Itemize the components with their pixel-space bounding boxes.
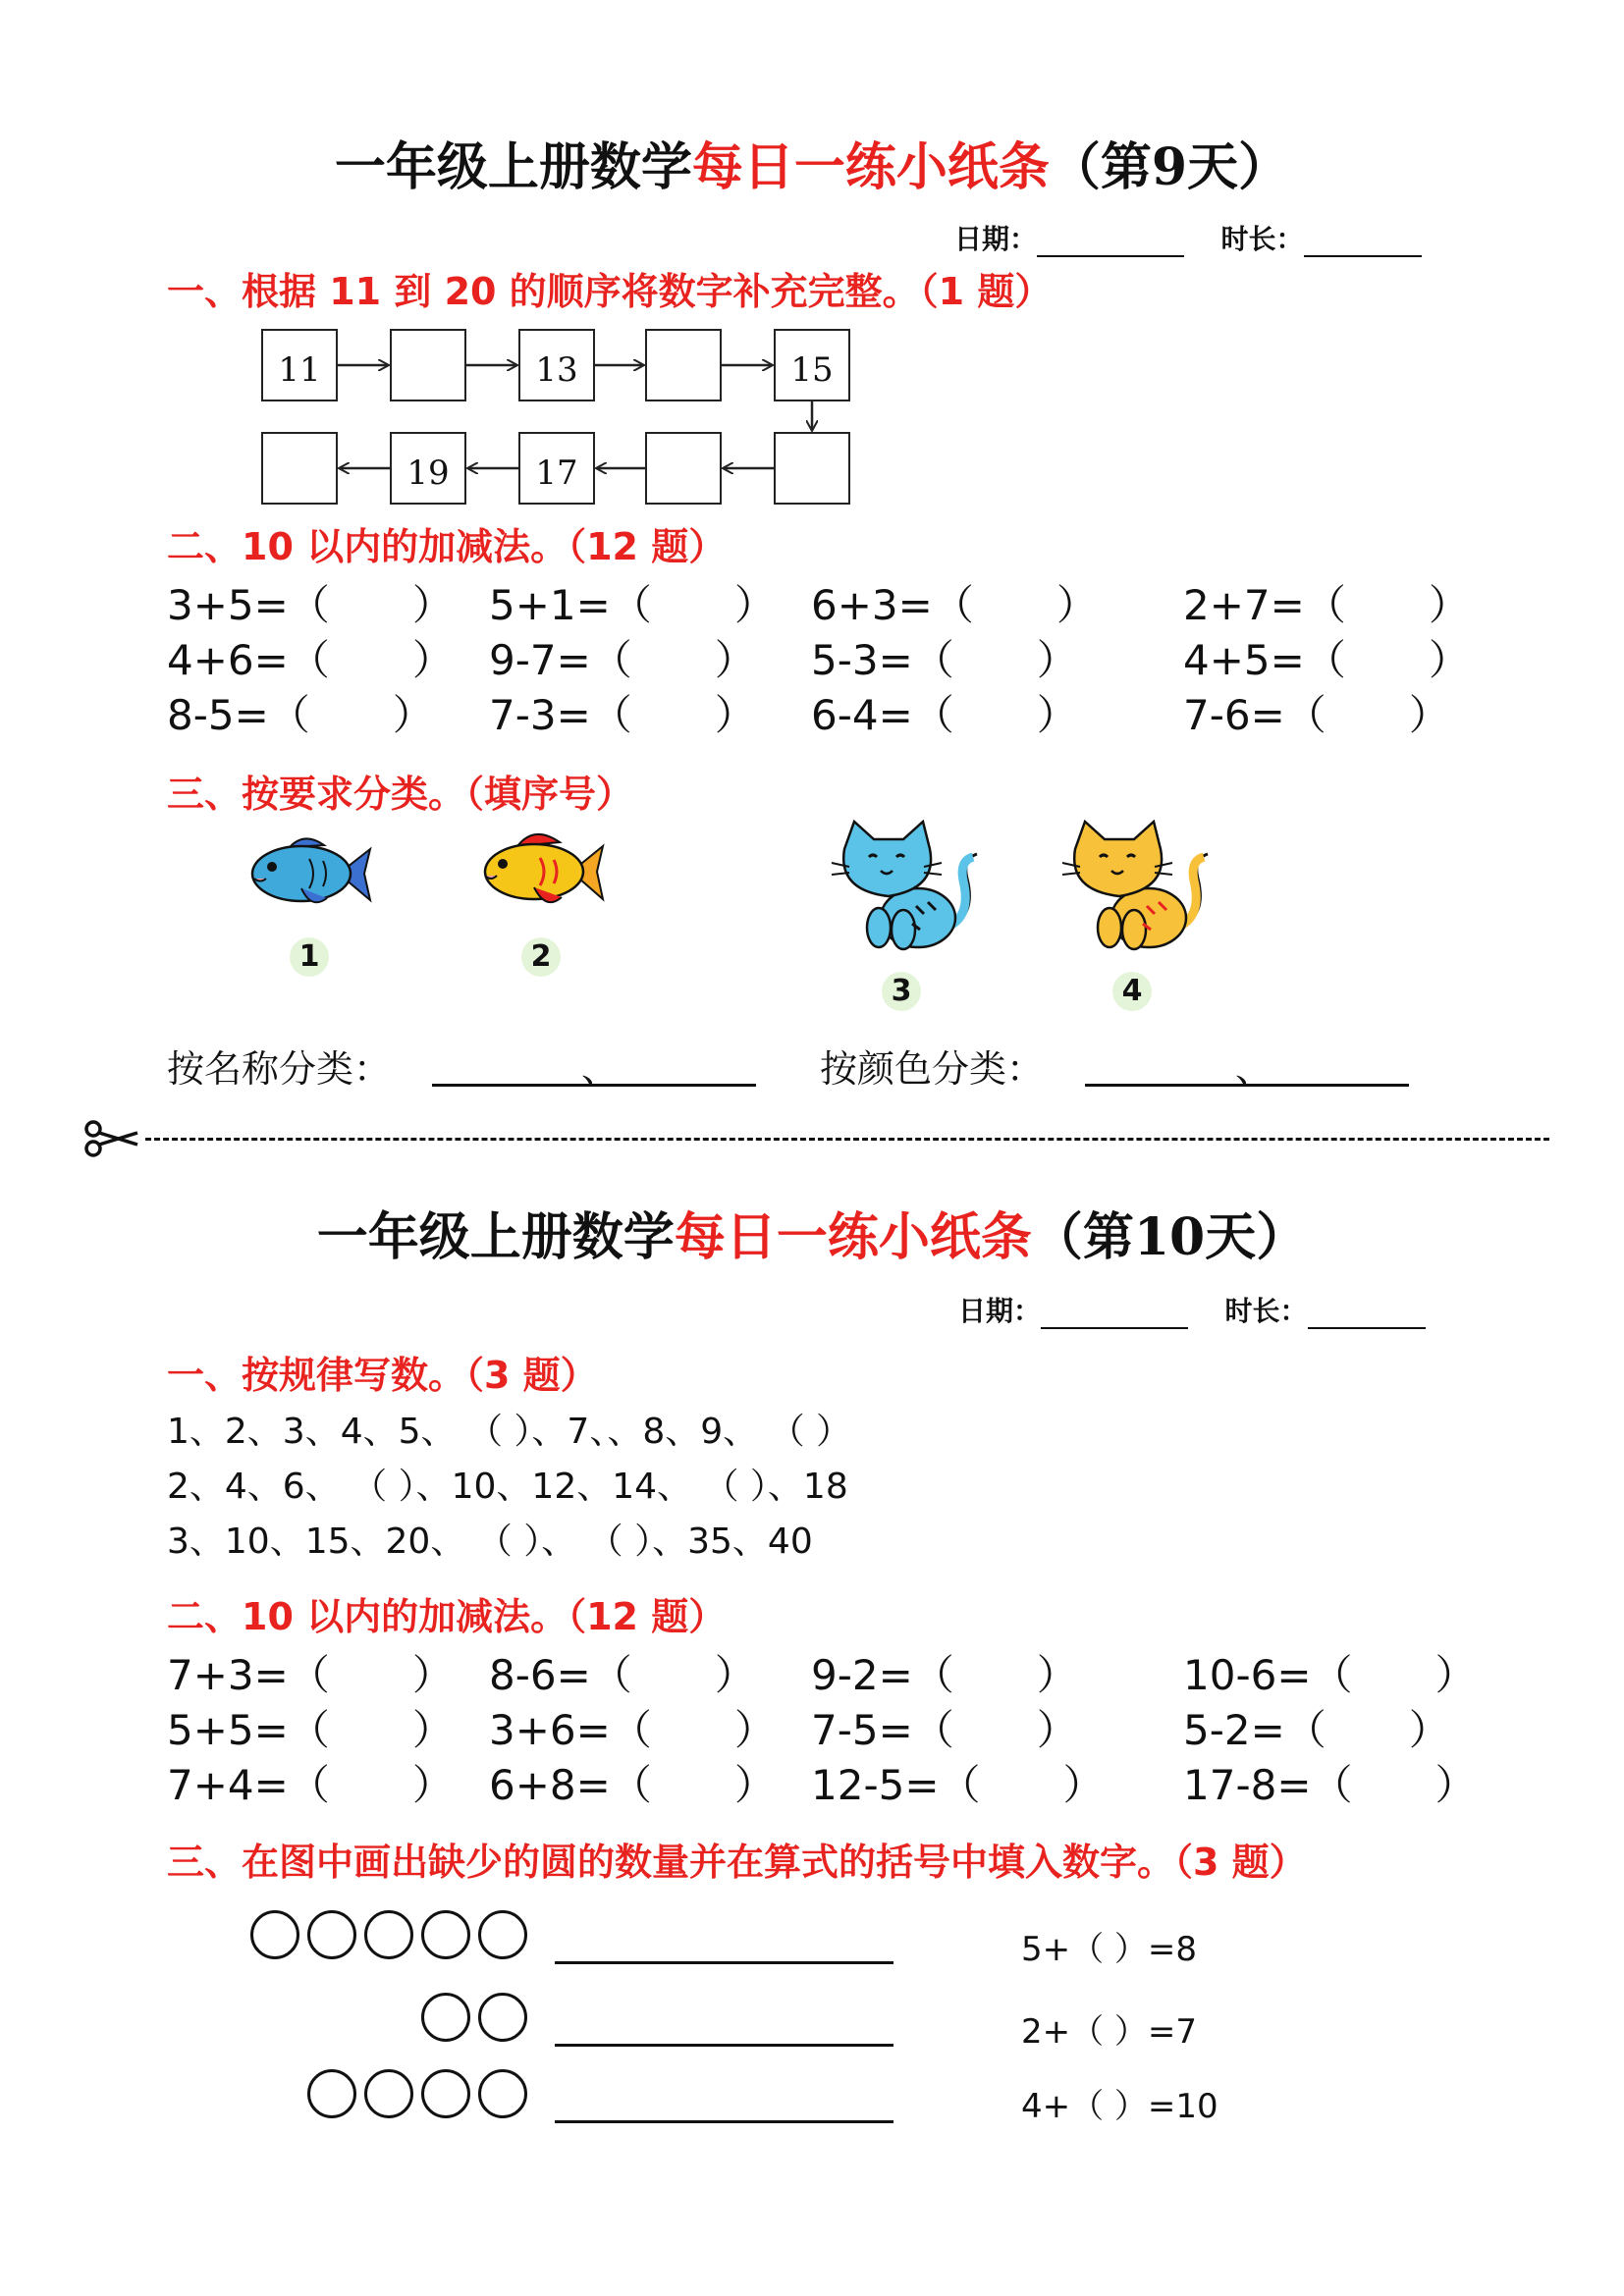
circle	[307, 1910, 356, 1959]
day10-section3-heading: 三、在图中画出缺少的圆的数量并在算式的括号中填入数字。（3 题）	[167, 1841, 1307, 1884]
equation[interactable]: 10-6=（ ）	[1183, 1651, 1477, 1699]
draw-line[interactable]	[555, 2085, 893, 2123]
circle	[364, 2069, 413, 2118]
circle	[421, 2069, 470, 2118]
equation[interactable]: 6+3=（ ）	[811, 581, 1098, 629]
draw-line[interactable]	[555, 1926, 893, 1964]
circle	[478, 2069, 527, 2118]
chain-box[interactable]: 17	[518, 432, 595, 505]
day9-date-label: 日期：	[954, 223, 1038, 255]
cat-icon	[830, 820, 992, 957]
fill-expression[interactable]: 4+（ ）=10	[1021, 2087, 1218, 2126]
separator: 、	[1235, 1047, 1273, 1091]
equation[interactable]: 4+6=（ ）	[167, 636, 454, 684]
equation[interactable]: 4+5=（ ）	[1183, 636, 1470, 684]
equation[interactable]: 8-6=（ ）	[489, 1651, 756, 1699]
scissors-icon	[83, 1119, 142, 1158]
circle	[478, 1993, 527, 2042]
equation[interactable]: 6-4=（ ）	[811, 691, 1078, 739]
picture-number: 3	[882, 972, 921, 1011]
day10-title-black: 一年级上册数学	[316, 1207, 675, 1267]
day10-section1-heading: 一、按规律写数。（3 题）	[167, 1354, 598, 1397]
equation[interactable]: 6+8=（ ）	[489, 1761, 776, 1809]
day9-duration-label: 时长：	[1220, 223, 1304, 255]
chain-box[interactable]: 11	[261, 329, 338, 401]
day10-meta	[958, 1290, 1426, 1329]
fish-icon	[241, 829, 373, 918]
fill-expression[interactable]: 2+（ ）=7	[1021, 2012, 1198, 2052]
chain-box[interactable]: 19	[390, 432, 466, 505]
classify-by-color-label: 按颜色分类：	[820, 1047, 1045, 1091]
cat-icon	[1060, 820, 1222, 957]
day9-title-suffix: （第9天）	[1049, 137, 1290, 197]
fill-expression[interactable]: 5+（ ）=8	[1021, 1930, 1198, 1969]
sequence-row[interactable]: 3、10、15、20、 （ ）、 （ ）、35、40	[167, 1522, 813, 1562]
equation[interactable]: 5+1=（ ）	[489, 581, 776, 629]
equation[interactable]: 5-2=（ ）	[1183, 1706, 1450, 1754]
fish-icon	[473, 825, 606, 918]
equation[interactable]: 3+6=（ ）	[489, 1706, 776, 1754]
classify-by-name-label: 按名称分类：	[167, 1047, 392, 1091]
day9-section3-heading: 三、按要求分类。（填序号）	[167, 773, 634, 816]
circle	[478, 1910, 527, 1959]
equation[interactable]: 12-5=（ ）	[811, 1761, 1105, 1809]
day9-section2-heading: 二、10 以内的加减法。（12 题）	[167, 525, 727, 568]
picture-number: 4	[1112, 972, 1152, 1011]
day9-title-black: 一年级上册数学	[334, 137, 692, 197]
day10-section2-heading: 二、10 以内的加减法。（12 题）	[167, 1595, 727, 1638]
chain-box[interactable]: 13	[518, 329, 595, 401]
equation[interactable]: 9-7=（ ）	[489, 636, 756, 684]
day10-duration-label: 时长：	[1224, 1295, 1308, 1327]
equation[interactable]: 8-5=（ ）	[167, 691, 434, 739]
sequence-row[interactable]: 1、2、3、4、5、 （ ）、7、、8、9、 （ ）	[167, 1412, 852, 1452]
circle	[250, 1910, 299, 1959]
chain-box[interactable]: 15	[774, 329, 850, 401]
day9-title-red: 每日一练小纸条	[691, 137, 1050, 197]
equation[interactable]: 7-3=（ ）	[489, 691, 756, 739]
chain-arrows	[0, 0, 1624, 550]
equation[interactable]: 7-5=（ ）	[811, 1706, 1078, 1754]
day9-section1-heading: 一、根据 11 到 20 的顺序将数字补充完整。（1 题）	[167, 270, 1053, 313]
day10-title-red: 每日一练小纸条	[674, 1207, 1032, 1267]
equation[interactable]: 7+3=（ ）	[167, 1651, 454, 1699]
cut-line	[145, 1138, 1549, 1141]
circle	[421, 1993, 470, 2042]
circle	[307, 2069, 356, 2118]
circle	[421, 1910, 470, 1959]
picture-number: 1	[290, 937, 329, 977]
day10-date-label: 日期：	[958, 1295, 1042, 1327]
equation[interactable]: 7+4=（ ）	[167, 1761, 454, 1809]
equation[interactable]: 2+7=（ ）	[1183, 581, 1470, 629]
separator: 、	[581, 1047, 620, 1091]
draw-line[interactable]	[555, 2008, 893, 2047]
day10-title	[0, 1196, 1624, 1269]
equation[interactable]: 3+5=（ ）	[167, 581, 454, 629]
equation[interactable]: 9-2=（ ）	[811, 1651, 1078, 1699]
equation[interactable]: 7-6=（ ）	[1183, 691, 1450, 739]
day10-duration-field[interactable]	[1308, 1304, 1426, 1329]
circle	[364, 1910, 413, 1959]
equation[interactable]: 5+5=（ ）	[167, 1706, 454, 1754]
day10-title-suffix: （第10天）	[1031, 1207, 1308, 1267]
equation[interactable]: 5-3=（ ）	[811, 636, 1078, 684]
sequence-row[interactable]: 2、4、6、 （ ）、10、12、14、 （ ）、18	[167, 1467, 848, 1507]
picture-number: 2	[521, 937, 561, 977]
day10-date-field[interactable]	[1041, 1304, 1188, 1329]
equation[interactable]: 17-8=（ ）	[1183, 1761, 1477, 1809]
